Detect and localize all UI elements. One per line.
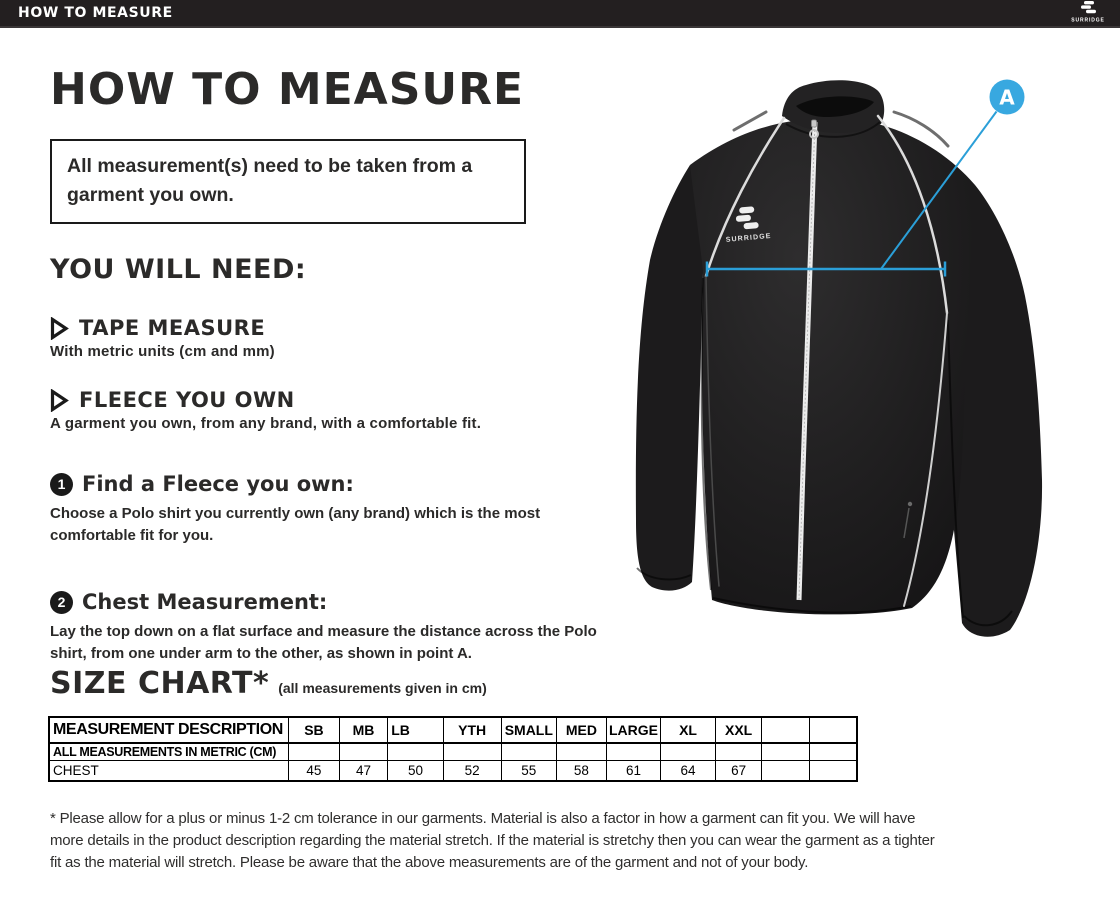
requirement-description: With metric units (cm and mm) (50, 343, 275, 360)
row-label: CHEST (49, 760, 289, 781)
column-header: SMALL (501, 717, 557, 743)
table-cell (809, 760, 857, 781)
triangle-bullet-icon (50, 389, 69, 412)
left-shoulder-piping (734, 112, 766, 130)
size-chart-table (48, 716, 858, 782)
triangle-bullet-icon (50, 317, 69, 340)
column-header (762, 717, 810, 743)
table-row-chest (49, 760, 857, 781)
requirement-label: FLEECE YOU OWN (79, 388, 295, 412)
table-cell (289, 743, 340, 760)
jacket-figure (618, 68, 1120, 658)
chest-logo-text: SURRIDGE (725, 232, 772, 244)
you-will-need-heading: YOU WILL NEED: (50, 254, 307, 285)
top-bar (0, 0, 1120, 28)
size-chart-title: SIZE CHART* (50, 666, 270, 701)
notice-box: All measurement(s) need to be taken from a garment you own. (50, 139, 526, 224)
column-header: LB (388, 717, 444, 743)
surridge-logo-text: SURRIDGE (1071, 17, 1105, 24)
page-title: HOW TO MEASURE (50, 64, 525, 115)
surridge-logo-icon (1064, 0, 1110, 26)
table-cell (661, 743, 716, 760)
table-header-row (49, 717, 857, 743)
table-cell (557, 743, 607, 760)
requirement-description: A garment you own, from any brand, with a comfortable fit. (50, 415, 482, 432)
table-cell (443, 743, 501, 760)
requirement-label: TAPE MEASURE (79, 316, 266, 340)
jacket-illustration (618, 68, 1120, 658)
step-1-title: Find a Fleece you own: (82, 472, 354, 496)
table-cell (339, 743, 388, 760)
step-2 (50, 590, 598, 665)
table-cell (715, 743, 762, 760)
size-chart-heading-row (50, 666, 487, 701)
pocket-zip-pull (908, 502, 912, 506)
jacket-left-sleeve (636, 165, 704, 591)
step-1-description: Choose a Polo shirt you currently own (any brand) which is the most comfortable fit for you. (50, 505, 541, 544)
column-header: SB (289, 717, 340, 743)
column-header: MEASUREMENT DESCRIPTION (49, 717, 289, 743)
table-cell: 45 (289, 760, 340, 781)
table-cell (762, 760, 810, 781)
step-1-badge: 1 (50, 473, 73, 496)
table-cell (388, 743, 444, 760)
zip-slider (812, 120, 817, 127)
step-2-description: Lay the top down on a flat surface and measure the distance across the Polo shirt, from one under arm to the other, as shown in point A. (50, 623, 597, 662)
top-bar-title: HOW TO MEASURE (18, 5, 173, 21)
table-cell: 50 (388, 760, 444, 781)
tolerance-footnote: * Please allow for a plus or minus 1-2 cm tolerance in our garments. Material is also a factor in how a garment can fit you. We will have more details in the product description regarding the material stretch. If the material is stretchy then you can wear the garment as a tighter fit as the material will stretch. Please be aware that the above measurements are of the garment and not of your body. (50, 810, 935, 872)
column-header: MED (557, 717, 607, 743)
step-1 (50, 472, 598, 547)
table-cell: 67 (715, 760, 762, 781)
requirement-fleece (50, 388, 630, 432)
step-2-title: Chest Measurement: (82, 590, 328, 614)
table-cell: 61 (606, 760, 661, 781)
jacket-torso (690, 118, 975, 614)
step-2-badge: 2 (50, 591, 73, 614)
column-header: XL (661, 717, 716, 743)
table-cell: 47 (339, 760, 388, 781)
table-cell: 55 (501, 760, 557, 781)
column-header: LARGE (606, 717, 661, 743)
table-cell (809, 743, 857, 760)
table-cell: 58 (557, 760, 607, 781)
marker-a-label: A (999, 85, 1015, 110)
column-header: XXL (715, 717, 762, 743)
table-row-metric-note (49, 743, 857, 760)
table-cell (762, 743, 810, 760)
size-chart-note: (all measurements given in cm) (278, 680, 487, 696)
requirement-tape-measure (50, 316, 630, 360)
table-cell: 52 (443, 760, 501, 781)
column-header (809, 717, 857, 743)
table-cell: 64 (661, 760, 716, 781)
table-cell (501, 743, 557, 760)
column-header: YTH (443, 717, 501, 743)
surridge-logo (1064, 0, 1120, 26)
table-cell (606, 743, 661, 760)
column-header: MB (339, 717, 388, 743)
row-label: ALL MEASUREMENTS IN METRIC (CM) (49, 743, 289, 760)
